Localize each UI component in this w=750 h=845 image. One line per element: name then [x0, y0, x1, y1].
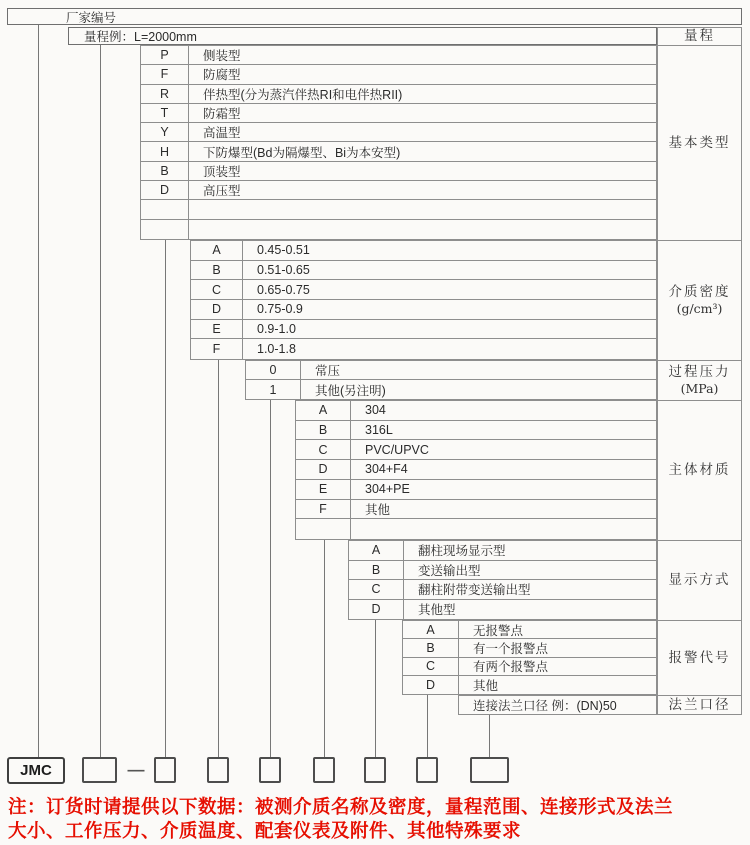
table-row	[141, 85, 656, 104]
range-row	[68, 27, 657, 45]
code-cell: D	[141, 181, 189, 199]
code-cell: D	[191, 300, 243, 319]
desc-cell: 常压	[315, 364, 341, 378]
code-cell: B	[141, 162, 189, 180]
table-row	[191, 280, 656, 300]
desc-cell: 其他(另注明)	[315, 383, 386, 398]
category-label-display: 显示方式	[658, 541, 741, 621]
table-row	[296, 440, 656, 460]
category-label-range: 量程	[658, 28, 741, 46]
table-row	[141, 200, 656, 219]
table-row	[296, 519, 656, 539]
fill-box-material	[313, 757, 335, 783]
code-cell: F	[191, 339, 243, 359]
desc-cell: 变送输出型	[418, 563, 481, 578]
desc-cell: 1.0-1.8	[257, 342, 296, 357]
code-cell: B	[191, 261, 243, 280]
table-row	[296, 401, 656, 421]
table-row	[141, 181, 656, 200]
desc-cell: 防霜型	[203, 107, 241, 122]
code-cell: 0	[246, 361, 301, 379]
desc-cell: 侧装型	[203, 49, 241, 64]
desc-cell: 有两个报警点	[473, 660, 549, 675]
table-row	[246, 361, 656, 380]
desc-cell: 防腐型	[203, 68, 241, 83]
connector-line-basic-type	[165, 240, 166, 757]
category-label-basic-type: 基本类型	[658, 46, 741, 241]
category-label-pressure: 过程压力 (MPa)	[658, 361, 741, 401]
desc-cell: 0.45-0.51	[257, 243, 310, 258]
connector-line-manufacturer	[38, 25, 39, 757]
code-cell: E	[296, 480, 351, 499]
desc-cell: 304	[365, 403, 386, 418]
table-row	[191, 339, 656, 359]
desc-cell: 高压型	[203, 184, 241, 199]
desc-cell: 0.65-0.75	[257, 282, 310, 297]
section-density	[190, 240, 657, 360]
code-cell: F	[296, 500, 351, 519]
code-cell: A	[296, 401, 351, 420]
table-row	[191, 261, 656, 281]
desc-cell: 高温型	[203, 126, 241, 141]
code-cell: A	[403, 621, 459, 638]
section-alarm	[402, 620, 657, 695]
fill-box-display	[364, 757, 386, 783]
flange-example-text: 连接法兰口径 例：(DN)50	[473, 699, 617, 713]
code-cell	[141, 220, 189, 239]
desc-cell: 无报警点	[473, 623, 524, 638]
desc-cell: 0.51-0.65	[257, 262, 310, 277]
fill-box-density	[207, 757, 229, 783]
code-cell: 1	[246, 380, 301, 399]
table-row	[141, 220, 656, 239]
fill-box-alarm	[416, 757, 438, 783]
code-cell: C	[403, 658, 459, 675]
code-cell: P	[141, 46, 189, 64]
code-cell: C	[191, 280, 243, 299]
fill-box-basic-type	[154, 757, 176, 783]
desc-cell: 下防爆型(Bd为隔爆型、Bi为本安型)	[203, 145, 401, 160]
category-labels-column	[657, 27, 742, 715]
code-cell: C	[349, 580, 404, 599]
table-row	[459, 696, 656, 714]
table-row	[296, 480, 656, 500]
connector-line-density	[218, 360, 219, 757]
code-cell	[141, 200, 189, 218]
category-label-material: 主体材质	[658, 401, 741, 541]
desc-cell: 0.75-0.9	[257, 302, 303, 317]
code-cell: B	[296, 421, 351, 440]
desc-cell: 304+PE	[365, 482, 410, 497]
desc-cell: 伴热型(分为蒸汽伴热RI和电伴热RII)	[203, 87, 403, 102]
code-cell: Y	[141, 123, 189, 141]
connector-line-display	[375, 620, 376, 757]
code-cell	[296, 519, 351, 539]
desc-cell: 0.9-1.0	[257, 321, 296, 336]
table-row	[141, 123, 656, 142]
fill-box-flange	[470, 757, 509, 783]
desc-cell: 翻柱附带变送输出型	[418, 583, 531, 598]
code-cell: C	[296, 440, 351, 459]
code-cell: A	[349, 541, 404, 560]
section-pressure	[245, 360, 657, 400]
desc-cell: 翻柱现场显示型	[418, 544, 506, 559]
code-cell: D	[403, 676, 459, 694]
category-label-flange: 法兰口径	[668, 696, 731, 713]
table-row	[296, 460, 656, 480]
table-row	[349, 561, 656, 581]
code-cell: D	[349, 600, 404, 620]
table-row	[141, 162, 656, 181]
code-cell: B	[349, 561, 404, 580]
connector-line-alarm	[427, 695, 428, 757]
ordering-note-line2: 大小、工作压力、介质温度、配套仪表及附件、其他特殊要求	[8, 820, 522, 841]
table-row	[191, 241, 656, 261]
table-row	[296, 500, 656, 520]
ordering-note-line1: 注：订货时请提供以下数据：被测介质名称及密度，量程范围、连接形式及法兰	[8, 796, 674, 817]
desc-cell: 其他型	[418, 603, 456, 618]
desc-cell: 有一个报警点	[473, 641, 549, 656]
code-cell: T	[141, 104, 189, 122]
table-row	[403, 676, 656, 694]
range-example-text: 量程例：L=2000mm	[84, 30, 197, 44]
table-row	[349, 600, 656, 620]
desc-cell: 其他	[365, 502, 391, 517]
category-label-density: 介质密度 (g/cm³)	[658, 241, 741, 361]
desc-cell: 304+F4	[365, 462, 408, 477]
connector-line-material	[324, 540, 325, 757]
connector-line-pressure	[270, 400, 271, 757]
table-row	[296, 421, 656, 441]
connector-line-range	[100, 45, 101, 757]
fill-box-range	[82, 757, 117, 783]
table-row	[403, 621, 656, 639]
table-row	[141, 65, 656, 84]
section-material	[295, 400, 657, 540]
code-cell: D	[296, 460, 351, 479]
manufacturer-code-row	[7, 8, 742, 25]
model-prefix-box: JMC	[7, 757, 65, 784]
code-cell: B	[403, 639, 459, 656]
section-flange	[458, 695, 657, 715]
section-basic-type	[140, 45, 657, 240]
table-row	[349, 541, 656, 561]
connector-line-flange	[489, 715, 490, 757]
ordering-note	[8, 795, 748, 843]
table-row	[141, 104, 656, 123]
desc-cell: 顶装型	[203, 164, 241, 179]
code-cell: H	[141, 142, 189, 160]
table-row	[191, 300, 656, 320]
table-row	[403, 639, 656, 657]
manufacturer-code-label: 厂家编号	[66, 10, 117, 25]
separator-dash: —	[127, 760, 145, 779]
table-row	[349, 580, 656, 600]
table-row	[141, 46, 656, 65]
code-cell: F	[141, 65, 189, 83]
desc-cell: 316L	[365, 423, 393, 438]
code-cell: R	[141, 85, 189, 103]
fill-box-pressure	[259, 757, 281, 783]
desc-cell: 其他	[473, 678, 499, 693]
category-label-alarm: 报警代号	[658, 621, 741, 696]
desc-cell: PVC/UPVC	[365, 442, 429, 457]
table-row	[191, 320, 656, 340]
code-cell: A	[191, 241, 243, 260]
table-row	[246, 380, 656, 399]
code-cell: E	[191, 320, 243, 339]
table-row	[141, 142, 656, 161]
section-display	[348, 540, 657, 620]
table-row	[403, 658, 656, 676]
